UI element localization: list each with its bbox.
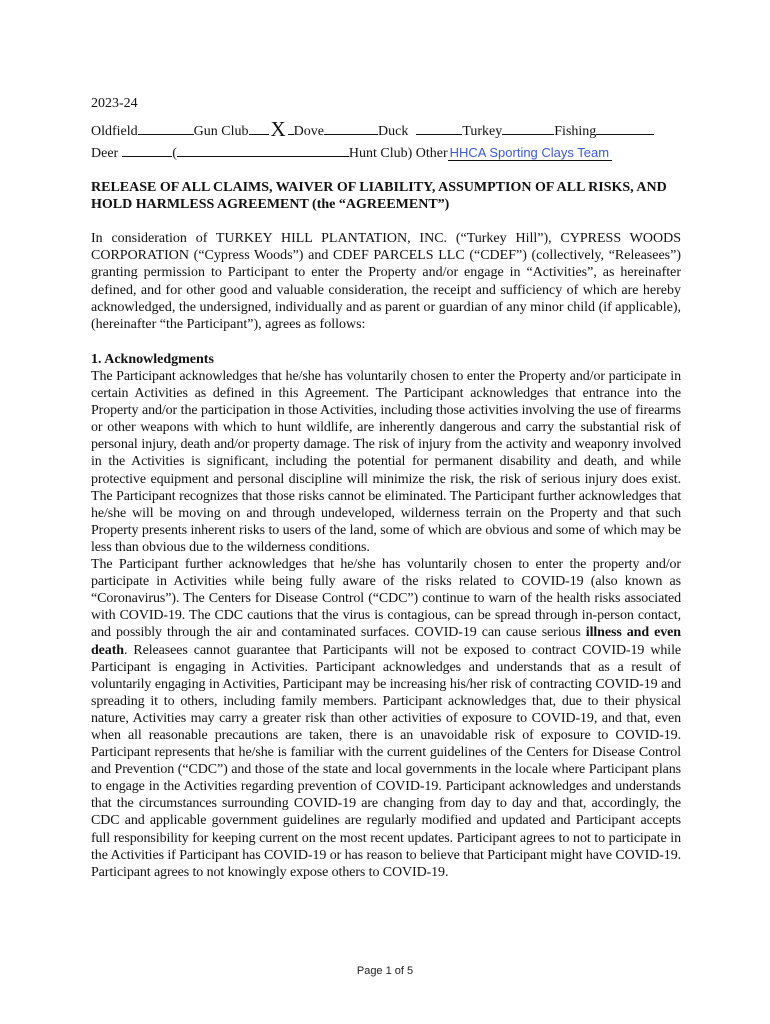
covid-text-part-1: The Participant further acknowledges that he/she has voluntarily chosen to enter the property and/or participate in Activities while being fully aware of the risks related to COVID-19 (also known as “Coronavirus”). The Centers for Disease Control (“CDC”) continue to warn of the health risks associated with COVID-19. The CDC cautions that the virus is contagious, can be spread through in-person contact, and possibly through the air and contaminated surfaces. COVID-19 can cause serious [91, 557, 681, 641]
deer-blank[interactable] [122, 144, 172, 157]
hunt-club-other-label: Hunt Club) Other [348, 146, 448, 161]
acknowledgments-paragraph-risks: The Participant acknowledges that he/she has voluntarily chosen to enter the Property and/or participate in certain Activities as defined in this Agreement. The Participant acknowledges that entrance into the Property and/or the participation in those Activities, including those activities involving the use of firearms or other weapons with which to hunt wildlife, are inherently dangerous and carry the substantial risk of personal injury, death and/or property damage. The risk of injury from the activity and weaponry involved in the Activities is significant, including the potential for permanent disability and death, and while protective equipment and personal discipline will minimize the risk, the risk of serious injury does exist. The Participant recognizes that those risks cannot be eliminated. The Participant further acknowledges that he/she will be moving on and through undeveloped, wilderness terrain on the Property and that such Property presents inherent risks to users of the land, some of which are obvious and some of which may be less than obvious due to the wilderness conditions. [91, 369, 681, 555]
fishing-blank[interactable] [596, 122, 654, 135]
turkey-blank[interactable] [502, 122, 554, 135]
gun-club-blank-left[interactable] [249, 122, 269, 135]
other-activity-field[interactable]: HHCA Sporting Clays Team [448, 145, 612, 161]
page-number: Page 1 of 5 [356, 965, 414, 977]
acknowledgments-body [91, 368, 681, 881]
dove-label: Dove [293, 124, 324, 139]
season-year: 2023-24 [91, 96, 138, 111]
oldfield-blank[interactable] [138, 122, 194, 135]
section-heading-acknowledgments: 1. Acknowledgments [91, 352, 214, 367]
fishing-label: Fishing [554, 124, 597, 139]
turkey-label: Turkey [462, 124, 503, 139]
hunt-club-name-blank[interactable] [177, 144, 349, 157]
covid-text-part-2: . Releasees cannot guarantee that Participants will not be exposed to contract COVID-19 while Participant is engaging in Activities. Participant acknowledges and understands that as a result of voluntarily engaging in Activities, Participant may be increasing his/her risk of contracting COVID-19 and spreading it to others, including family members. Participant acknowledges that, due to their physical nature, Activities may carry a greater risk than other activities of exposure to COVID-19, and that, even when all reasonable precautions are taken, there is an unavoidable risk of exposure to COVID-19. Participant represents that he/she is familiar with the current guidelines of the Centers for Disease Control and Prevention (“CDC”) and those of the state and local governments in the locale where Participant plans to engage in the Activities regarding prevention of COVID-19. Participant acknowledges and understands that the circumstances surrounding COVID-19 are changing from day to day and that, accordingly, the CDC and applicable government guidelines are regularly modified and updated and Participant accepts full responsibility for keeping current on the most recent updates. Participant agrees to not to participate in the Activities if Participant has COVID-19 or has reason to believe that Participant might have COVID-19. Participant agrees to not knowingly expose others to COVID-19. [91, 642, 681, 880]
gun-club-label: Gun Club [193, 124, 249, 139]
duck-label: Duck [378, 124, 409, 139]
deer-label: Deer [91, 146, 119, 161]
agreement-title: RELEASE OF ALL CLAIMS, WAIVER OF LIABILITY, ASSUMPTION OF ALL RISKS, AND HOLD HARMLESS AGREEMENT (the “AGREEMENT”) [91, 180, 667, 212]
hunt-club-open-paren: ( [172, 146, 177, 161]
gun-club-x-mark: X [270, 117, 286, 141]
deer-other-row [91, 144, 612, 162]
covid-bold-warning: illness and even death [91, 625, 681, 658]
oldfield-label: Oldfield [91, 124, 138, 139]
duck-blank[interactable] [416, 122, 462, 135]
intro-paragraph: In consideration of TURKEY HILL PLANTATION, INC. (“Turkey Hill”), CYPRESS WOODS CORPORATION (“Cypress Woods”) and CDEF PARCELS LLC (“CDEF”) (collectively, “Releasees”) granting permission to Participant to enter the Property and/or engage in “Activities”, as hereinafter defined, and for other good and valuable consideration, the receipt and sufficiency of which are hereby acknowledged, the undersigned, individually and as parent or guardian of any minor child (if applicable), (hereinafter “the Participant”), agrees as follows: [91, 231, 681, 333]
dove-blank[interactable] [324, 122, 378, 135]
activity-selection-row [91, 117, 654, 141]
acknowledgments-paragraph-covid [91, 556, 681, 881]
